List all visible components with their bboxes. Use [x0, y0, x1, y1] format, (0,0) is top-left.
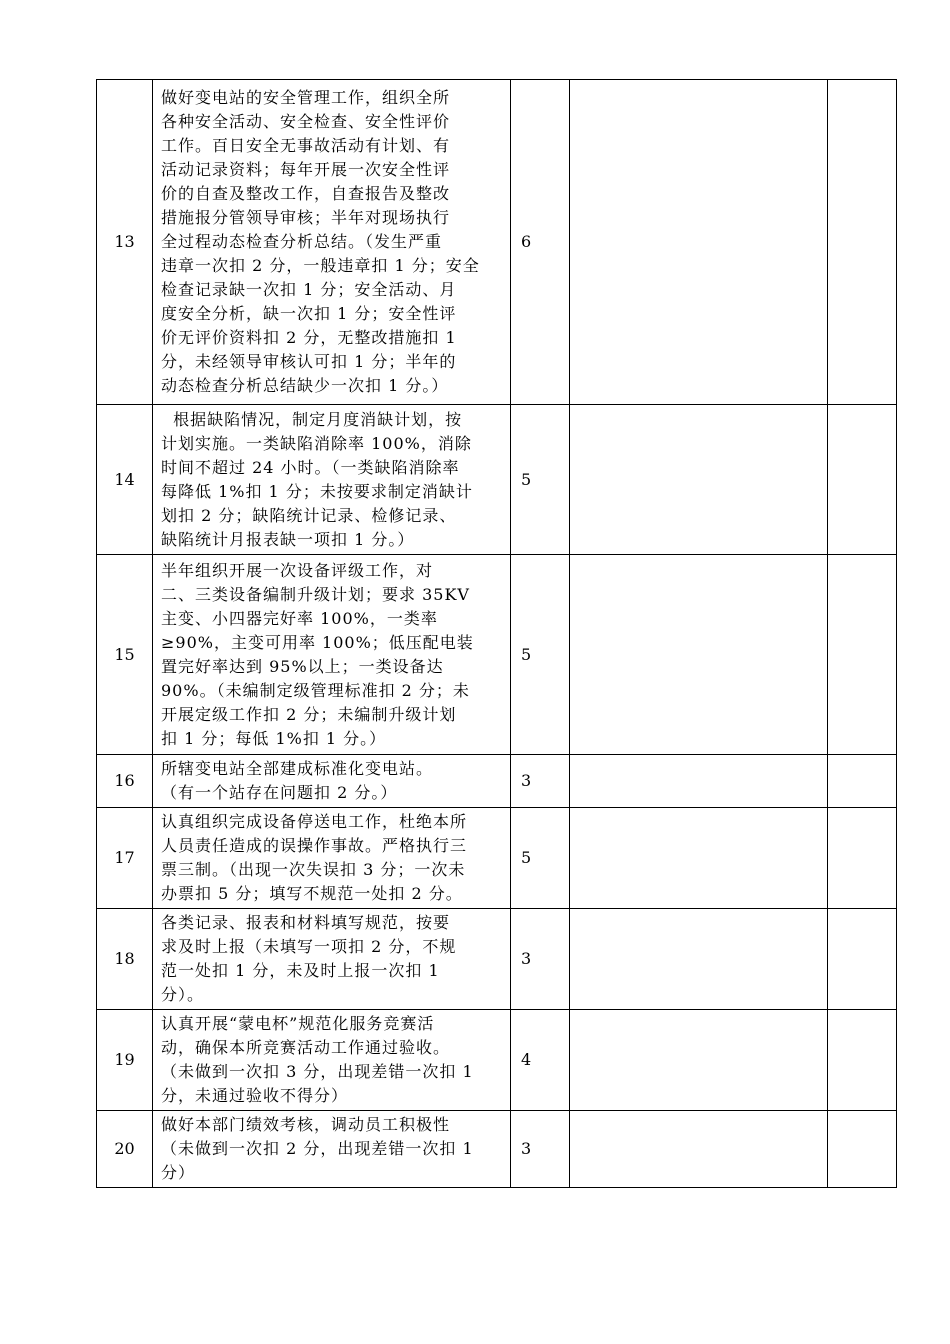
requirement-line: 各类记录、报表和材料填写规范，按要: [161, 913, 451, 932]
row-blank-cell: [828, 755, 897, 808]
table-row: [97, 808, 897, 909]
row-requirement: [153, 1010, 511, 1111]
table-row: [97, 1010, 897, 1111]
row-blank-cell: [570, 755, 828, 808]
requirement-line: 缺陷统计月报表缺一项扣 1 分。）: [161, 529, 415, 549]
requirement-line: 认真开展“蒙电杯”规范化服务竞赛活: [161, 1014, 435, 1033]
requirement-line: 分）。: [161, 985, 205, 1004]
requirement-line: 扣 1 分；每低 1%扣 1 分。）: [161, 728, 387, 748]
row-requirement: [153, 555, 511, 755]
row-score: 3: [511, 755, 570, 808]
requirement-line: 办票扣 5 分；填写不规范一处扣 2 分。: [161, 884, 463, 903]
row-blank-cell: [570, 405, 828, 555]
row-requirement: [153, 909, 511, 1010]
requirement-line: 分）: [161, 1163, 196, 1182]
row-blank-cell: [570, 909, 828, 1010]
row-number: 13: [97, 80, 153, 405]
requirement-line: 工作。百日安全无事故活动有计划、有: [161, 136, 451, 155]
requirement-line: 半年组织开展一次设备评级工作，对: [161, 560, 434, 580]
table-row: [97, 755, 897, 808]
requirement-line: 求及时上报（未填写一项扣 2 分，不规: [161, 937, 457, 956]
requirement-line: 价的自查及整改工作，自查报告及整改: [161, 184, 451, 203]
row-number: 17: [97, 808, 153, 909]
row-blank-cell: [828, 80, 897, 405]
table-row: [97, 80, 897, 405]
requirement-line: 范一处扣 1 分，未及时上报一次扣 1: [161, 961, 440, 980]
requirement-line: 根据缺陷情况，制定月度消缺计划，按: [161, 409, 463, 429]
row-score: 3: [511, 909, 570, 1010]
requirement-line: （有一个站存在问题扣 2 分。）: [161, 783, 398, 802]
requirement-line: 动态检查分析总结缺少一次扣 1 分。）: [161, 376, 449, 395]
row-score: 5: [511, 405, 570, 555]
row-score: 3: [511, 1111, 570, 1188]
table-row: [97, 405, 897, 555]
row-number: 19: [97, 1010, 153, 1111]
row-blank-cell: [570, 80, 828, 405]
requirement-line: 分，未通过验收不得分）: [161, 1086, 349, 1105]
row-blank-cell: [570, 1010, 828, 1111]
row-score: 4: [511, 1010, 570, 1111]
requirement-line: 认真组织完成设备停送电工作，杜绝本所: [161, 812, 468, 831]
row-score: 5: [511, 808, 570, 909]
requirement-line: 价无评价资料扣 2 分，无整改措施扣 1: [161, 328, 457, 347]
requirement-line: 度安全分析，缺一次扣 1 分；安全性评: [161, 304, 457, 323]
row-number: 15: [97, 555, 153, 755]
requirement-line: 开展定级工作扣 2 分；未编制升级计划: [161, 704, 457, 724]
requirement-line: 90%。（未编制定级管理标准扣 2 分；未: [161, 680, 470, 700]
row-blank-cell: [570, 1111, 828, 1188]
requirement-line: 违章一次扣 2 分，一般违章扣 1 分；安全: [161, 256, 480, 275]
requirement-line: 票三制。（出现一次失误扣 3 分；一次未: [161, 860, 466, 879]
row-number: 16: [97, 755, 153, 808]
row-blank-cell: [570, 555, 828, 755]
requirement-line: 时间不超过 24 小时。（一类缺陷消除率: [161, 457, 460, 477]
requirement-line: 措施报分管领导审核；半年对现场执行: [161, 208, 451, 227]
row-blank-cell: [828, 808, 897, 909]
requirement-line: 所辖变电站全部建成标准化变电站。: [161, 759, 434, 778]
requirement-line: ≥90%，主变可用率 100%；低压配电装: [161, 632, 474, 652]
requirement-line: （未做到一次扣 2 分，出现差错一次扣 1: [161, 1139, 474, 1158]
requirement-line: 划扣 2 分；缺陷统计记录、检修记录、: [161, 505, 457, 525]
requirement-line: 每降低 1%扣 1 分；未按要求制定消缺计: [161, 481, 473, 501]
requirement-line: 检查记录缺一次扣 1 分；安全活动、月: [161, 280, 457, 299]
row-score: 5: [511, 555, 570, 755]
table-row: [97, 909, 897, 1010]
row-blank-cell: [828, 909, 897, 1010]
requirement-line: 人员责任造成的误操作事故。严格执行三: [161, 836, 468, 855]
requirement-line: 全过程动态检查分析总结。（发生严重: [161, 232, 443, 251]
row-blank-cell: [828, 1010, 897, 1111]
assessment-table: [96, 79, 897, 1188]
table-row: [97, 1111, 897, 1188]
row-requirement: [153, 1111, 511, 1188]
requirement-line: 做好本部门绩效考核，调动员工积极性: [161, 1115, 451, 1134]
requirement-line: 做好变电站的安全管理工作，组织全所: [161, 88, 451, 107]
assessment-table-body: [97, 80, 897, 1188]
requirement-line: 活动记录资料；每年开展一次安全性评: [161, 160, 451, 179]
row-requirement: [153, 405, 511, 555]
requirement-line: 动，确保本所竞赛活动工作通过验收。: [161, 1038, 451, 1057]
requirement-line: 计划实施。一类缺陷消除率 100%，消除: [161, 433, 472, 453]
row-number: 14: [97, 405, 153, 555]
row-blank-cell: [570, 808, 828, 909]
requirement-line: 二、三类设备编制升级计划；要求 35KV: [161, 584, 470, 604]
row-blank-cell: [828, 555, 897, 755]
requirement-line: 各种安全活动、安全检查、安全性评价: [161, 112, 451, 131]
row-requirement: [153, 808, 511, 909]
row-number: 20: [97, 1111, 153, 1188]
requirement-line: 分，未经领导审核认可扣 1 分；半年的: [161, 352, 457, 371]
row-score: 6: [511, 80, 570, 405]
row-blank-cell: [828, 405, 897, 555]
requirement-line: （未做到一次扣 3 分，出现差错一次扣 1: [161, 1062, 474, 1081]
row-requirement: [153, 755, 511, 808]
row-number: 18: [97, 909, 153, 1010]
row-requirement: [153, 80, 511, 405]
requirement-line: 主变、小四器完好率 100%，一类率: [161, 608, 438, 628]
table-row: [97, 555, 897, 755]
requirement-line: 置完好率达到 95%以上；一类设备达: [161, 656, 444, 676]
row-blank-cell: [828, 1111, 897, 1188]
